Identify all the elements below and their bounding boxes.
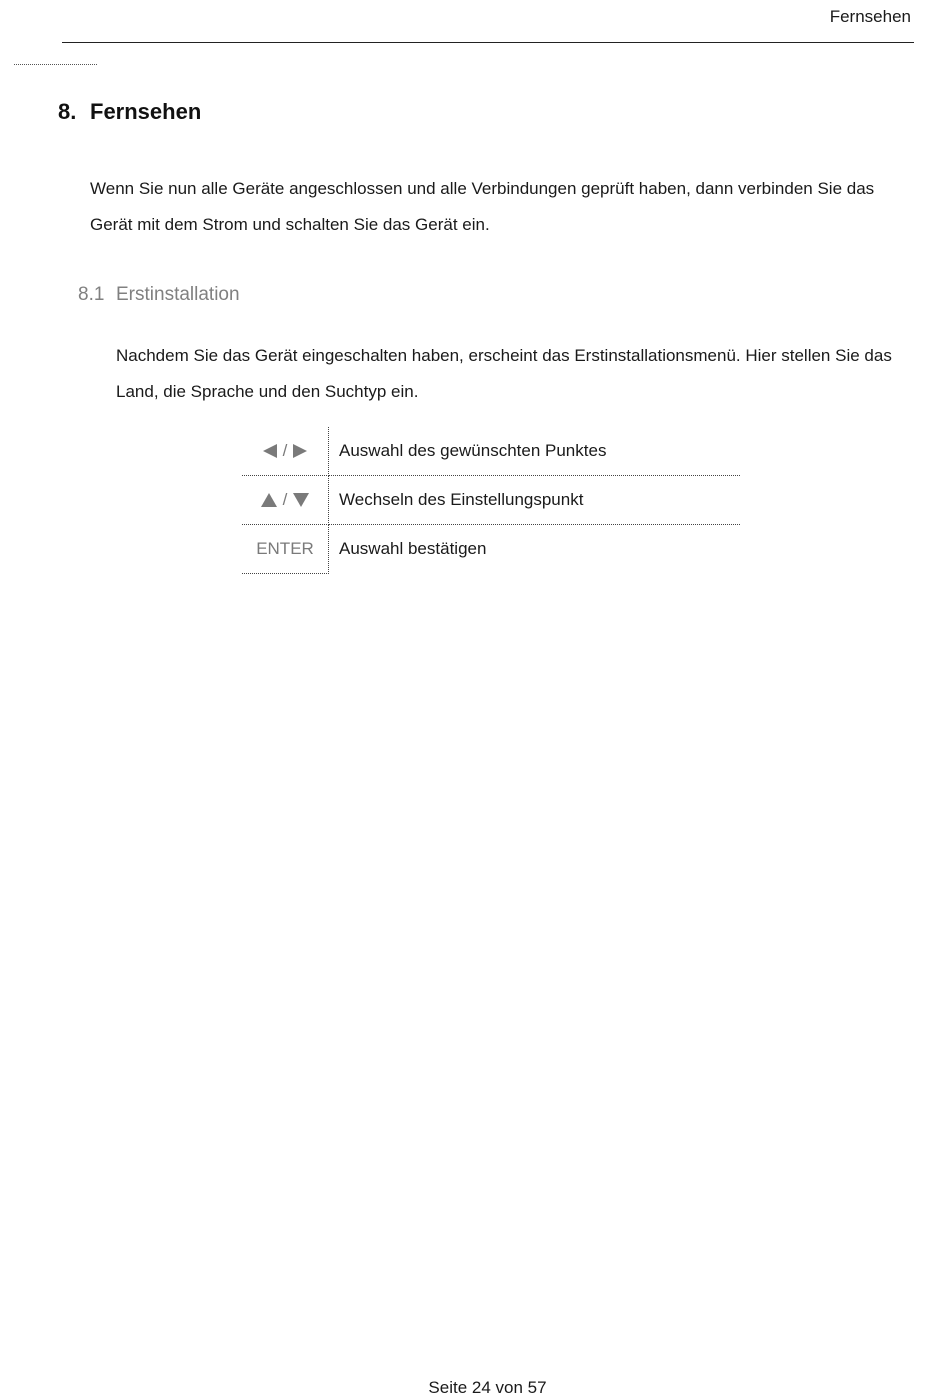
running-header-title: Fernsehen (829, 7, 911, 26)
chapter-intro-paragraph: Wenn Sie nun alle Geräte angeschlossen und alle Verbindungen geprüft haben, dann verbinden Sie das Gerät mit dem Strom und schalten Sie das Gerät ein. (90, 179, 875, 234)
left-arrow-icon (263, 444, 277, 458)
page-footer: Seite 24 von 57 (428, 1378, 547, 1397)
table-row (242, 476, 740, 525)
key-cell (242, 427, 329, 476)
header-dotted-line (14, 64, 97, 65)
key-description: Auswahl bestätigen (339, 539, 487, 559)
section-number: 8.1 (78, 284, 105, 305)
table-row (242, 427, 740, 476)
chapter-heading (58, 99, 201, 125)
down-arrow-icon (293, 493, 309, 507)
remote-key-table (242, 427, 740, 574)
up-arrow-icon (261, 493, 277, 507)
key-separator: / (282, 441, 288, 461)
key-description: Auswahl des gewünschten Punktes (329, 427, 741, 476)
section-paragraph: Nachdem Sie das Gerät eingeschalten haben, erscheint das Erstinstallationsmenü. Hier stellen Sie das Land, die Sprache und den Suchtyp ein. (116, 346, 892, 401)
chapter-number: 8. (58, 99, 77, 124)
right-arrow-icon (293, 444, 307, 458)
key-description: Wechseln des Einstellungspunkt (329, 476, 741, 525)
table-row (242, 525, 740, 574)
chapter-title: Fernsehen (90, 99, 202, 124)
key-separator: / (282, 490, 288, 510)
section-heading (78, 284, 240, 306)
section-title: Erstinstallation (116, 284, 240, 305)
enter-key-label: ENTER (242, 525, 329, 574)
header-rule (62, 42, 914, 43)
key-cell (242, 476, 329, 525)
